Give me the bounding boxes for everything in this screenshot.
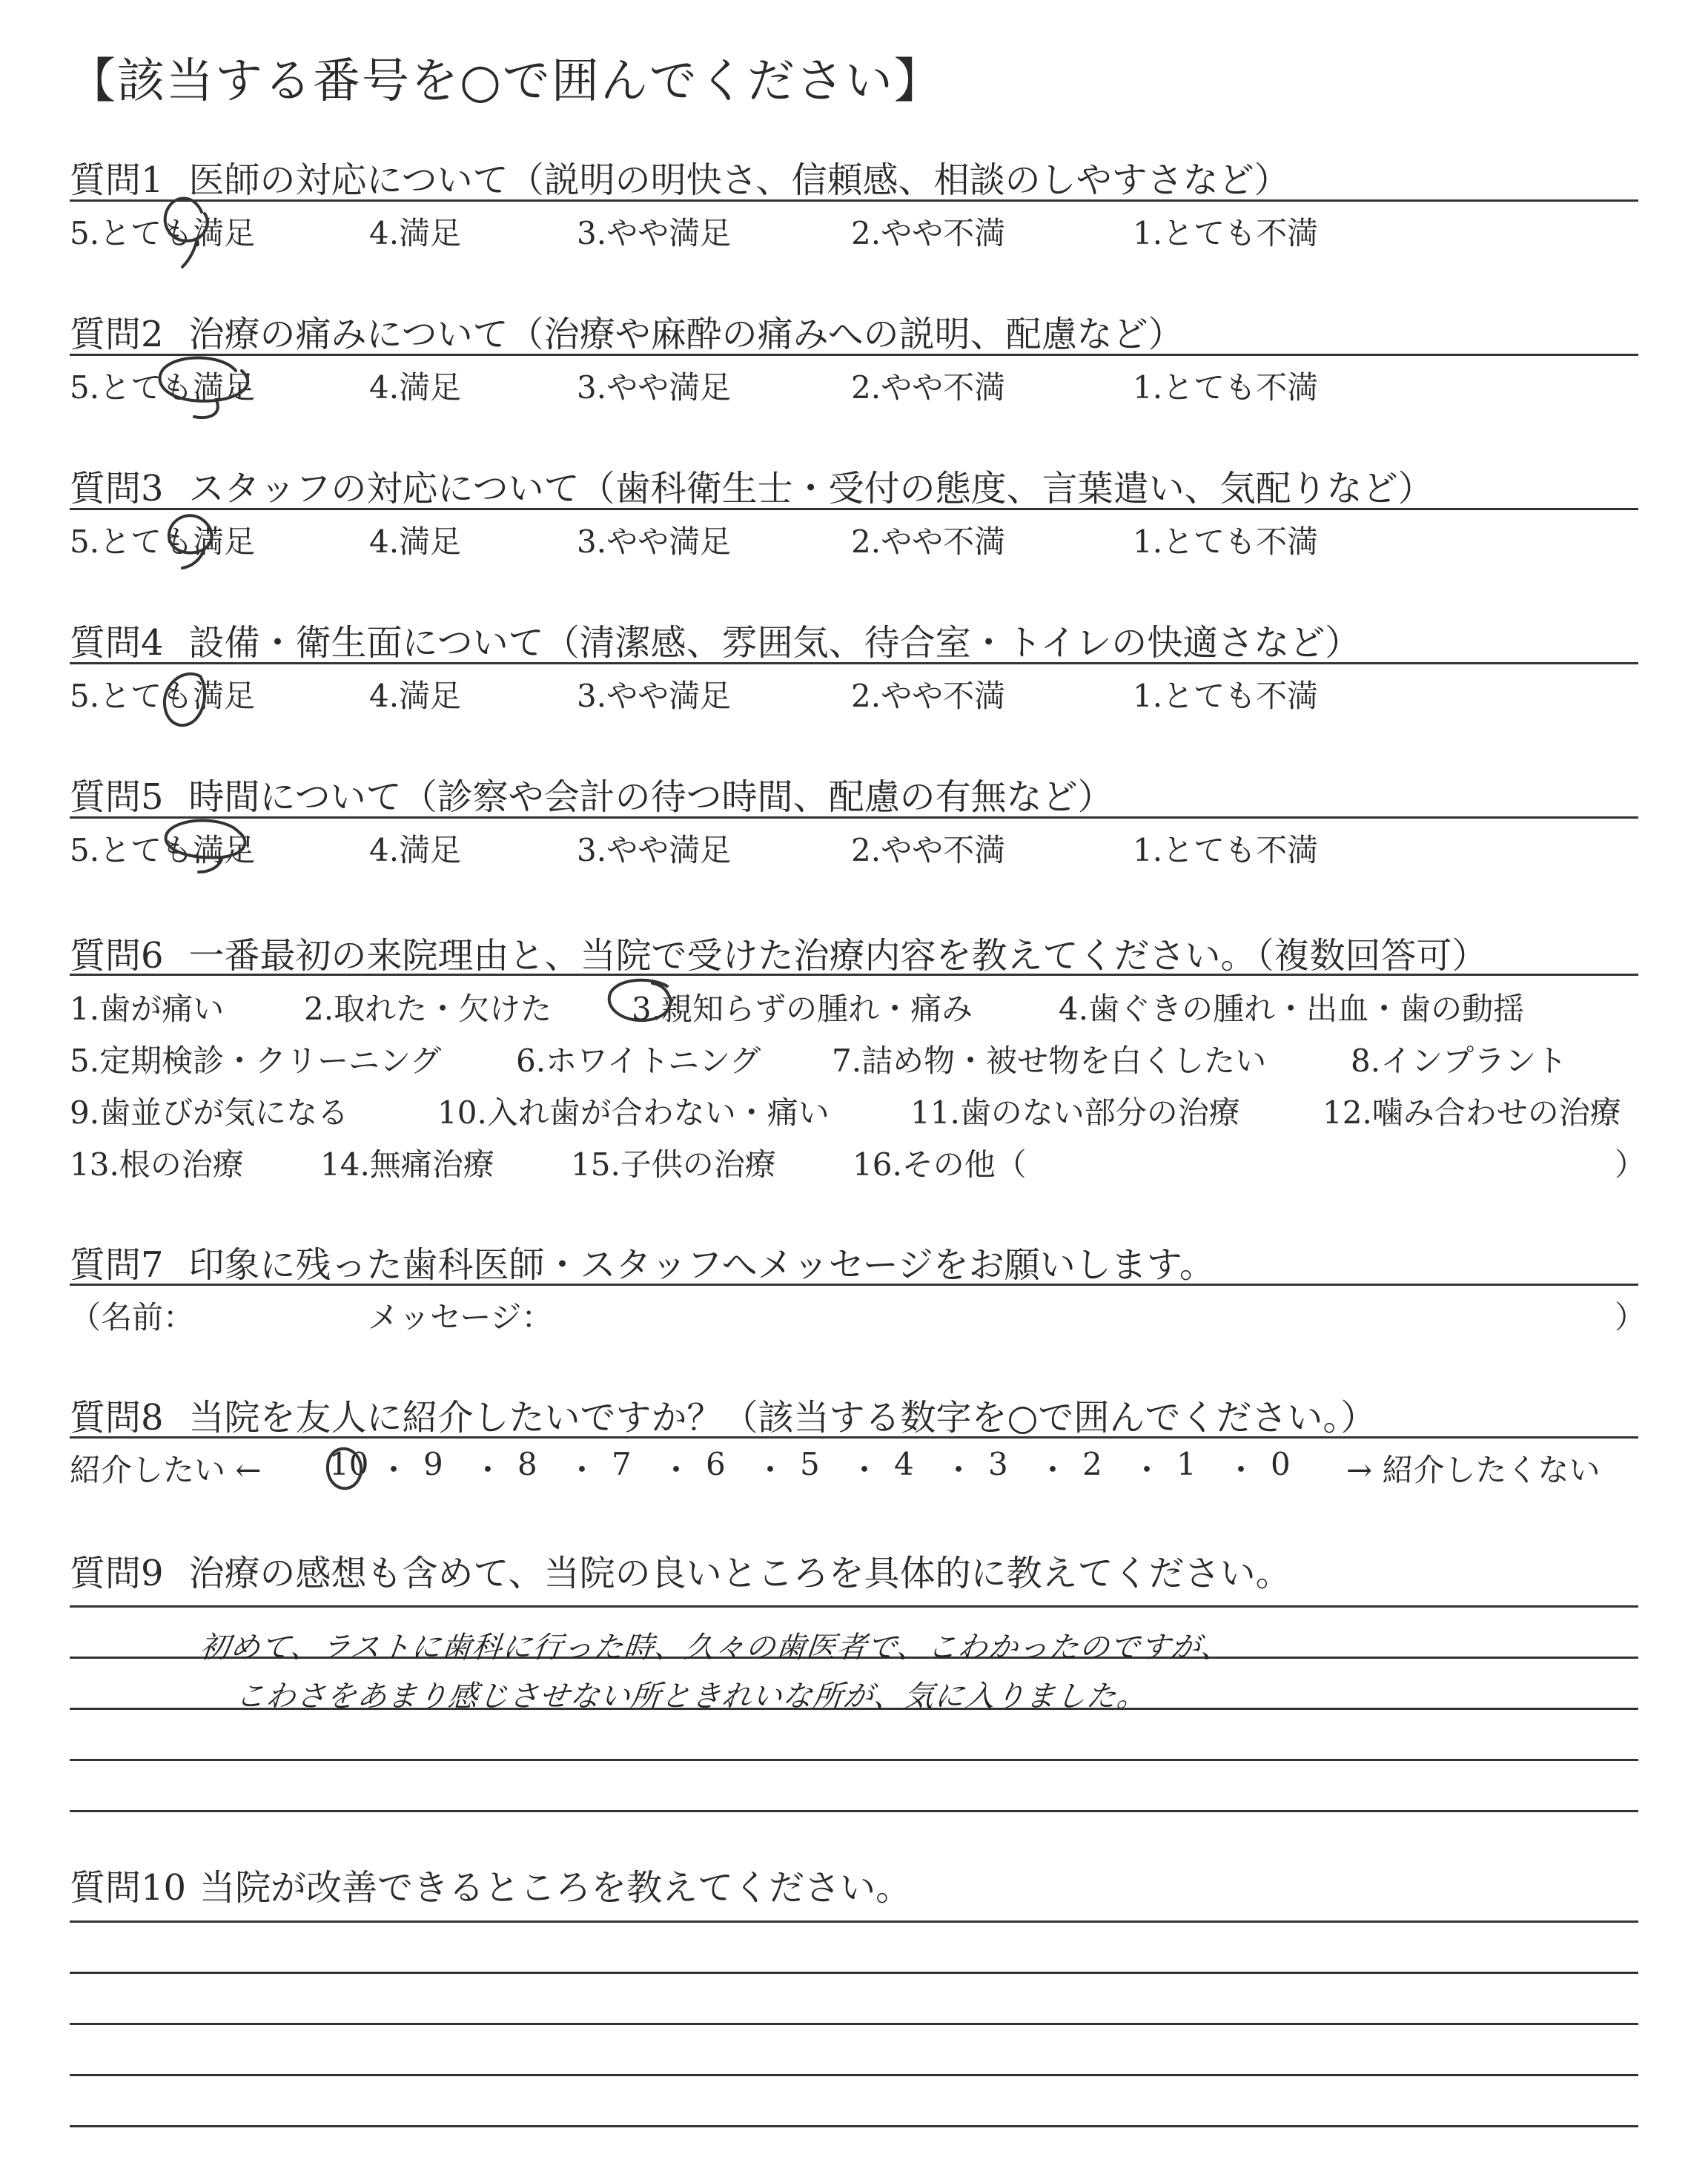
q6-rule [70, 974, 1638, 976]
q4-text: 設備・衛生面について（清潔感、雰囲気、待合室・トイレの快適さなど） [188, 622, 1361, 664]
q5-option-1[interactable]: 1.とても不満 [1133, 832, 1319, 868]
q3-option-5[interactable]: 5.とても満足 [70, 524, 256, 560]
q6-option[interactable]: 12.噛み合わせの治療 [1323, 1094, 1621, 1131]
q2-heading [70, 305, 1184, 357]
q6-option[interactable]: 16.その他（ [853, 1146, 1027, 1183]
q6-option[interactable]: 1.歯が痛い [70, 991, 225, 1027]
q6-option[interactable]: 15.子供の治療 [571, 1146, 776, 1183]
q6-option[interactable]: 11.歯のない部分の治療 [910, 1094, 1240, 1131]
q7-label: 質問7 [70, 1244, 164, 1286]
q8-separator: ・ [378, 1452, 410, 1488]
q9-label: 質問9 [70, 1553, 164, 1594]
page-title: 【該当する番号を○で囲んでください】 [68, 54, 943, 109]
q1-option-5[interactable]: 5.とても満足 [70, 215, 256, 251]
q3-text: スタッフの対応について（歯科衛生士・受付の態度、言葉遣い、気配りなど） [188, 468, 1434, 509]
q2-option-5[interactable]: 5.とても満足 [70, 369, 256, 406]
q6-option[interactable]: 6.ホワイトニング [516, 1043, 761, 1079]
q10-line-5 [70, 2125, 1638, 2127]
q9-heading [70, 1545, 1291, 1596]
q4-rule [70, 662, 1638, 664]
q10-line-1 [70, 1920, 1638, 1923]
q6-other-close: ） [1615, 1146, 1646, 1183]
q5-option-2[interactable]: 2.やや不満 [851, 832, 1006, 868]
q1-option-4[interactable]: 4.満足 [369, 215, 462, 251]
q6-option[interactable]: 3.親知らずの腫れ・痛み [632, 991, 973, 1027]
q6-option[interactable]: 9.歯並びが気になる [70, 1094, 349, 1131]
q2-option-2[interactable]: 2.やや不満 [851, 369, 1006, 406]
q5-text: 時間について（診察や会計の待つ時間、配慮の有無など） [188, 776, 1113, 818]
q1-heading [70, 151, 1290, 202]
q9-line-4 [70, 1759, 1638, 1761]
q8-heading [70, 1389, 1376, 1440]
q8-separator: ・ [943, 1452, 975, 1488]
q6-option[interactable]: 2.取れた・欠けた [304, 991, 552, 1027]
q6-option[interactable]: 4.歯ぐきの腫れ・出血・歯の動揺 [1059, 991, 1525, 1027]
q7-close-paren: ） [1615, 1299, 1646, 1335]
q8-separator: ・ [472, 1452, 504, 1488]
q8-score-4[interactable]: 4 [894, 1446, 914, 1482]
q5-label: 質問5 [70, 776, 164, 818]
q8-score-3[interactable]: 3 [988, 1446, 1008, 1482]
q7-message-label: メッセージ： [368, 1299, 553, 1335]
q10-heading [70, 1859, 911, 1910]
q4-option-1[interactable]: 1.とても不満 [1133, 678, 1319, 714]
q2-option-1[interactable]: 1.とても不満 [1133, 369, 1319, 406]
q1-text: 医師の対応について（説明の明快さ、信頼感、相談のしやすさなど） [188, 159, 1290, 201]
q10-line-4 [70, 2074, 1638, 2076]
q2-option-4[interactable]: 4.満足 [369, 369, 462, 406]
q3-option-3[interactable]: 3.やや満足 [577, 524, 732, 560]
q6-option[interactable]: 13.根の治療 [70, 1146, 244, 1183]
q8-separator: ・ [661, 1452, 692, 1488]
q6-heading [70, 927, 1488, 978]
q3-rule [70, 508, 1638, 510]
q6-text: 一番最初の来院理由と、当院で受けた治療内容を教えてください。（複数回答可） [188, 935, 1488, 977]
q8-score-6[interactable]: 6 [706, 1446, 726, 1482]
q1-option-2[interactable]: 2.やや不満 [851, 215, 1006, 251]
q7-text: 印象に残った歯科医師・スタッフへメッセージをお願いします。 [188, 1244, 1215, 1286]
q8-score-8[interactable]: 8 [517, 1446, 537, 1482]
q9-line-5 [70, 1810, 1638, 1812]
q8-separator: ・ [566, 1452, 598, 1488]
q7-rule [70, 1284, 1638, 1286]
q8-rule [70, 1436, 1638, 1439]
q8-separator: ・ [755, 1452, 787, 1488]
q10-line-3 [70, 2023, 1638, 2025]
q10-line-2 [70, 1972, 1638, 1974]
q5-option-4[interactable]: 4.満足 [369, 832, 462, 868]
q10-label: 質問10 [70, 1867, 187, 1909]
q2-option-3[interactable]: 3.やや満足 [577, 369, 732, 406]
q3-option-4[interactable]: 4.満足 [369, 524, 462, 560]
q8-separator: ・ [1037, 1452, 1069, 1488]
q3-heading [70, 460, 1434, 511]
q9-handwritten-line-1: 初めて、ラストに歯科に行った時、久々の歯医者で、こわかったのですが、 [198, 1631, 1234, 1665]
q8-score-1[interactable]: 1 [1176, 1446, 1196, 1482]
q1-label: 質問1 [70, 159, 164, 201]
q8-score-9[interactable]: 9 [423, 1446, 443, 1482]
q1-rule [70, 199, 1638, 202]
q10-text: 当院が改善できるところを教えてください。 [199, 1867, 912, 1909]
q6-option[interactable]: 5.定期検診・クリーニング [70, 1043, 442, 1079]
q7-heading [70, 1236, 1215, 1287]
q5-option-3[interactable]: 3.やや満足 [577, 832, 732, 868]
q8-score-10[interactable]: 10 [329, 1446, 369, 1482]
q5-option-5[interactable]: 5.とても満足 [70, 832, 256, 868]
q8-text: 当院を友人に紹介したいですか？（該当する数字を○で囲んでください。） [188, 1397, 1377, 1439]
q9-line-1 [70, 1605, 1638, 1608]
q3-option-2[interactable]: 2.やや不満 [851, 524, 1006, 560]
q8-score-7[interactable]: 7 [612, 1446, 632, 1482]
q8-score-0[interactable]: 0 [1271, 1446, 1291, 1482]
q9-text: 治療の感想も含めて、当院の良いところを具体的に教えてください。 [188, 1553, 1291, 1594]
q8-separator: ・ [1225, 1452, 1257, 1488]
q9-handwritten-line-2: こわさをあまり感じさせない所ときれいな所が、気に入りました。 [234, 1680, 1150, 1714]
q1-option-1[interactable]: 1.とても不満 [1133, 215, 1319, 251]
q6-option[interactable]: 10.入れ歯が合わない・痛い [437, 1094, 830, 1131]
q5-rule [70, 816, 1638, 819]
q8-score-5[interactable]: 5 [800, 1446, 820, 1482]
q8-right-label: → 紹介したくない [1346, 1452, 1601, 1488]
q1-option-3[interactable]: 3.やや満足 [577, 215, 732, 251]
q6-option[interactable]: 7.詰め物・被せ物を白くしたい [832, 1043, 1267, 1079]
q4-heading [70, 614, 1360, 665]
q8-left-label: 紹介したい ← [70, 1452, 262, 1488]
q6-option[interactable]: 8.インプラント [1351, 1043, 1568, 1079]
q4-option-3[interactable]: 3.やや満足 [577, 678, 732, 714]
q3-label: 質問3 [70, 468, 164, 509]
q6-option[interactable]: 14.無痛治療 [320, 1146, 494, 1183]
q3-option-1[interactable]: 1.とても不満 [1133, 524, 1319, 560]
q4-option-5[interactable]: 5.とても満足 [70, 678, 256, 714]
q8-label: 質問8 [70, 1397, 164, 1439]
q2-text: 治療の痛みについて（治療や麻酔の痛みへの説明、配慮など） [188, 314, 1184, 355]
q5-heading [70, 768, 1113, 819]
q8-separator: ・ [1131, 1452, 1163, 1488]
q8-separator: ・ [849, 1452, 881, 1488]
q2-label: 質問2 [70, 314, 164, 355]
q4-option-4[interactable]: 4.満足 [369, 678, 462, 714]
q2-rule [70, 354, 1638, 356]
q7-name-label: （名前： [70, 1299, 195, 1335]
q8-score-2[interactable]: 2 [1082, 1446, 1102, 1482]
q4-label: 質問4 [70, 622, 164, 664]
q4-option-2[interactable]: 2.やや不満 [851, 678, 1006, 714]
q6-label: 質問6 [70, 935, 164, 977]
